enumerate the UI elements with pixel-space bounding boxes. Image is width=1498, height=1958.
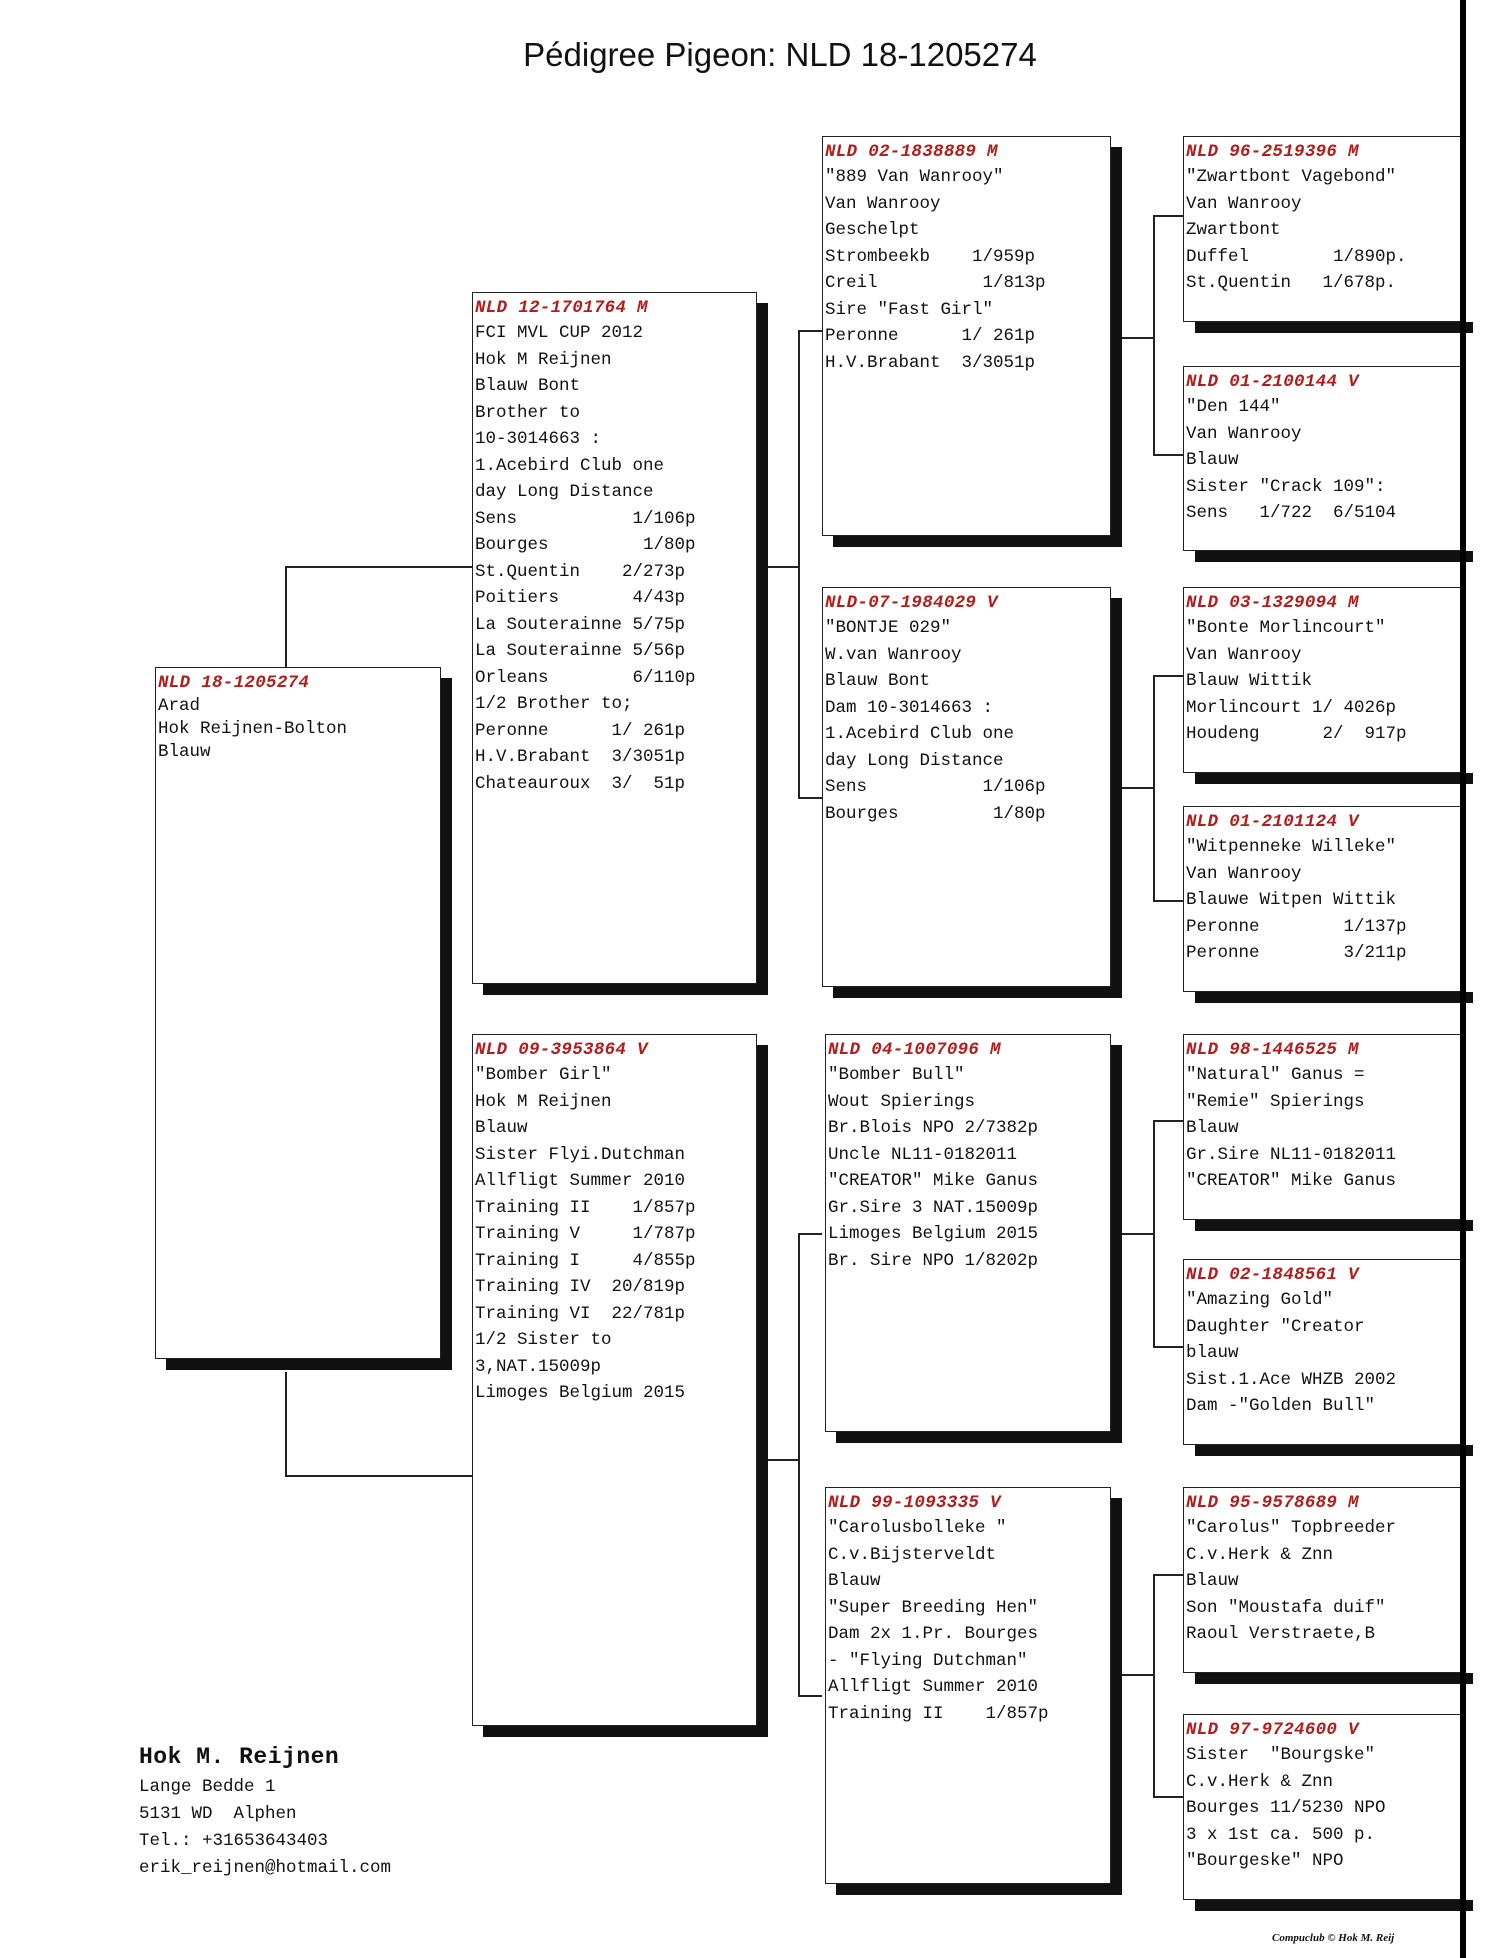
great-grandparent-line: Van Wanrooy	[1186, 423, 1302, 444]
grandparent-line: "Super Breeding Hen"	[828, 1597, 1039, 1618]
connector-subject-to-dam	[285, 1372, 287, 1476]
sire-line: Poitiers 4/43p	[475, 588, 686, 608]
connector-subject-to-sire-h	[285, 566, 472, 568]
great-grandparent-line: "Bonte Morlincourt"	[1186, 618, 1386, 638]
great-grandparent-line: Peronne 1/137p	[1186, 916, 1407, 937]
great-grandparent-ring-number: NLD 98-1446525 M	[1186, 1040, 1359, 1060]
connector-sire-out	[757, 566, 799, 568]
great-grandparent-line: Blauw	[1186, 450, 1239, 470]
connector-gp1-v	[1153, 215, 1155, 455]
subject-line: Arad	[158, 696, 201, 716]
dam-line: Training V 1/787p	[475, 1224, 696, 1244]
great-grandparent-card	[1183, 587, 1463, 773]
sire-line: La Souterainne 5/75p	[475, 614, 686, 635]
grandparent-line: Sire "Fast Girl"	[825, 299, 994, 320]
connector-gp4-v	[1153, 1574, 1155, 1797]
dam-line: Limoges Belgium 2015	[475, 1383, 686, 1403]
great-grandparent-line: C.v.Herk & Znn	[1186, 1544, 1334, 1565]
grandparent-line: Blauw	[828, 1571, 881, 1591]
page-title: Pédigree Pigeon: NLD 18-1205274	[523, 36, 1037, 73]
subject-line: Blauw	[158, 742, 211, 762]
breeder-info	[139, 1740, 391, 1882]
dam-line: 3,NAT.15009p	[475, 1356, 602, 1377]
connector-subject-to-dam-h	[285, 1475, 472, 1477]
grandparent-line: Strombeekb 1/959p	[825, 246, 1036, 267]
dam-line: Training II 1/857p	[475, 1197, 696, 1218]
great-grandparent-line: Son "Moustafa duif"	[1186, 1597, 1386, 1618]
great-grandparent-line: Blauw	[1186, 1571, 1239, 1591]
great-grandparent-line: Sister "Bourgske"	[1186, 1745, 1376, 1765]
great-grandparent-line: "Natural" Ganus =	[1186, 1065, 1365, 1085]
great-grandparent-card	[1183, 366, 1463, 551]
sire-line: Sens 1/106p	[475, 508, 696, 529]
grandparent-line: Creil 1/813p	[825, 273, 1046, 293]
great-grandparent-card	[1183, 1034, 1463, 1220]
breeder-phone: Tel.: +31653643403	[139, 1831, 329, 1851]
great-grandparent-line: "Remie" Spierings	[1186, 1091, 1365, 1112]
grandparent-line: Sens 1/106p	[825, 777, 1046, 797]
sire-line: 10-3014663 :	[475, 429, 602, 449]
great-grandparent-line: Van Wanrooy	[1186, 644, 1302, 665]
great-grandparent-ring-number: NLD 95-9578689 M	[1186, 1493, 1359, 1513]
grandparent-line: W.van Wanrooy	[825, 644, 962, 665]
grandparent-line: - "Flying Dutchman"	[828, 1650, 1028, 1671]
grandparent-line: Wout Spierings	[828, 1091, 976, 1112]
great-grandparent-line: 3 x 1st ca. 500 p.	[1186, 1824, 1376, 1845]
dam-line: Training I 4/855p	[475, 1250, 696, 1271]
sire-line: Bourges 1/80p	[475, 535, 696, 555]
grandparent-card	[822, 136, 1111, 536]
great-grandparent-ring-number: NLD 97-9724600 V	[1186, 1720, 1359, 1740]
grandparent-line: Br.Blois NPO 2/7382p	[828, 1118, 1039, 1138]
connector-subject-to-sire	[285, 566, 287, 672]
grandparent-ring-number: NLD-07-1984029 V	[825, 593, 998, 613]
great-grandparent-line: Blauwe Witpen Wittik	[1186, 890, 1397, 910]
great-grandparent-line: Sister "Crack 109":	[1186, 476, 1386, 497]
connector-gp2-bottom	[1153, 900, 1183, 902]
grandparent-line: H.V.Brabant 3/3051p	[825, 352, 1036, 373]
grandparent-line: C.v.Bijsterveldt	[828, 1544, 997, 1565]
great-grandparent-line: St.Quentin 1/678p.	[1186, 273, 1397, 293]
dam-card	[472, 1034, 757, 1726]
sire-line: Brother to	[475, 402, 581, 423]
grandparent-line: Allfligt Summer 2010	[828, 1677, 1039, 1697]
connector-dam-bottom	[798, 1695, 822, 1697]
great-grandparent-line: Dam -"Golden Bull"	[1186, 1396, 1376, 1416]
great-grandparent-line: "Bourgeske" NPO	[1186, 1851, 1344, 1871]
dam-ring-number: NLD 09-3953864 V	[475, 1040, 648, 1060]
great-grandparent-line: Van Wanrooy	[1186, 193, 1302, 214]
great-grandparent-line: Zwartbont	[1186, 220, 1281, 240]
great-grandparent-line: "Zwartbont Vagebond"	[1186, 167, 1397, 187]
sire-line: Blauw Bont	[475, 376, 581, 396]
subject-line: Hok Reijnen-Bolton	[158, 719, 348, 739]
connector-gp3-top	[1153, 1120, 1183, 1122]
breeder-name: Hok M. Reijnen	[139, 1744, 340, 1770]
scan-margin-right	[1463, 0, 1498, 1958]
connector-gp2-out	[1111, 787, 1154, 789]
connector-gp4-top	[1153, 1574, 1183, 1576]
breeder-email[interactable]: erik_reijnen@hotmail.com	[139, 1858, 392, 1878]
great-grandparent-line: "CREATOR" Mike Ganus	[1186, 1171, 1397, 1191]
scan-margin-left	[0, 0, 108, 1958]
great-grandparent-line: Gr.Sire NL11-0182011	[1186, 1144, 1397, 1165]
grandparent-line: 1.Acebird Club one	[825, 724, 1015, 744]
great-grandparent-line: Peronne 3/211p	[1186, 943, 1407, 963]
grandparent-line: Peronne 1/ 261p	[825, 326, 1036, 346]
connector-sire-v	[798, 330, 800, 798]
connector-dam-top	[798, 1233, 822, 1235]
connector-dam-out	[757, 1459, 799, 1461]
great-grandparent-line: Sens 1/722 6/5104	[1186, 503, 1397, 523]
great-grandparent-line: Van Wanrooy	[1186, 863, 1302, 884]
great-grandparent-line: Raoul Verstraete,B	[1186, 1624, 1376, 1644]
great-grandparent-line: C.v.Herk & Znn	[1186, 1771, 1334, 1792]
sire-line: 1/2 Brother to;	[475, 694, 633, 714]
great-grandparent-line: "Den 144"	[1186, 397, 1281, 417]
sire-line: FCI MVL CUP 2012	[475, 323, 644, 343]
grandparent-ring-number: NLD 02-1838889 M	[825, 142, 998, 162]
great-grandparent-line: Blauw	[1186, 1118, 1239, 1138]
great-grandparent-card	[1183, 1714, 1463, 1900]
grandparent-line: Training II 1/857p	[828, 1703, 1049, 1724]
grandparent-ring-number: NLD 99-1093335 V	[828, 1493, 1001, 1513]
great-grandparent-ring-number: NLD 01-2101124 V	[1186, 812, 1359, 832]
dam-line: Sister Flyi.Dutchman	[475, 1144, 686, 1165]
grandparent-line: Geschelpt	[825, 220, 920, 240]
great-grandparent-line: Houdeng 2/ 917p	[1186, 724, 1407, 744]
subject-card	[155, 667, 441, 1359]
connector-gp1-top	[1153, 215, 1183, 217]
great-grandparent-card	[1183, 1487, 1463, 1673]
grandparent-line: Blauw Bont	[825, 671, 931, 691]
great-grandparent-ring-number: NLD 02-1848561 V	[1186, 1265, 1359, 1285]
great-grandparent-line: Morlincourt 1/ 4026p	[1186, 697, 1397, 718]
dam-line: Training VI 22/781p	[475, 1303, 686, 1324]
copyright-note: Compuclub © Hok M. Reij	[1272, 1932, 1395, 1944]
grandparent-line: Limoges Belgium 2015	[828, 1224, 1039, 1244]
connector-gp4-out	[1111, 1674, 1154, 1676]
grandparent-line: "BONTJE 029"	[825, 618, 952, 638]
grandparent-line: "Carolusbolleke "	[828, 1518, 1007, 1538]
dam-line: 1/2 Sister to	[475, 1330, 612, 1350]
sire-line: Peronne 1/ 261p	[475, 720, 686, 741]
connector-gp1-out	[1111, 337, 1154, 339]
sire-line: Hok M Reijnen	[475, 349, 612, 370]
grandparent-line: Uncle NL11-0182011	[828, 1144, 1018, 1165]
subject-ring-number: NLD 18-1205274	[158, 673, 310, 693]
grandparent-card	[825, 1034, 1111, 1432]
sire-line: St.Quentin 2/273p	[475, 561, 686, 582]
grandparent-line: Bourges 1/80p	[825, 803, 1046, 824]
connector-dam-v	[798, 1233, 800, 1696]
connector-gp1-bottom	[1153, 454, 1183, 456]
sire-ring-number: NLD 12-1701764 M	[475, 298, 648, 318]
connector-gp2-v	[1153, 675, 1155, 901]
breeder-address: Lange Bedde 1	[139, 1777, 276, 1797]
sire-line: Chateauroux 3/ 51p	[475, 773, 686, 794]
grandparent-line: Gr.Sire 3 NAT.15009p	[828, 1197, 1039, 1218]
paper-edge	[1460, 0, 1466, 1958]
great-grandparent-line: Sist.1.Ace WHZB 2002	[1186, 1369, 1397, 1390]
grandparent-line: Dam 2x 1.Pr. Bourges	[828, 1624, 1039, 1644]
great-grandparent-line: Daughter "Creator	[1186, 1316, 1365, 1337]
dam-line: Blauw	[475, 1118, 528, 1138]
connector-sire-bottom	[798, 797, 822, 799]
breeder-city: 5131 WD Alphen	[139, 1804, 297, 1824]
grandparent-line: "Bomber Bull"	[828, 1065, 965, 1085]
grandparent-line: "889 Van Wanrooy"	[825, 167, 1004, 187]
grandparent-line: Dam 10-3014663 :	[825, 697, 994, 718]
grandparent-card	[822, 587, 1111, 987]
sire-line: La Souterainne 5/56p	[475, 641, 686, 661]
grandparent-ring-number: NLD 04-1007096 M	[828, 1040, 1001, 1060]
grandparent-line: "CREATOR" Mike Ganus	[828, 1171, 1039, 1191]
sire-line: 1.Acebird Club one	[475, 455, 665, 476]
great-grandparent-line: Bourges 11/5230 NPO	[1186, 1798, 1386, 1818]
dam-line: Allfligt Summer 2010	[475, 1171, 686, 1191]
connector-gp3-bottom	[1153, 1346, 1183, 1348]
great-grandparent-line: "Amazing Gold"	[1186, 1290, 1334, 1310]
grandparent-line: Van Wanrooy	[825, 193, 941, 214]
connector-gp3-v	[1153, 1120, 1155, 1347]
sire-card	[472, 292, 757, 984]
connector-gp3-out	[1111, 1233, 1154, 1235]
dam-line: Hok M Reijnen	[475, 1091, 612, 1112]
dam-line: "Bomber Girl"	[475, 1065, 612, 1085]
great-grandparent-line: "Witpenneke Willeke"	[1186, 837, 1397, 857]
great-grandparent-line: Duffel 1/890p.	[1186, 246, 1407, 267]
sire-line: day Long Distance	[475, 482, 654, 502]
great-grandparent-ring-number: NLD 01-2100144 V	[1186, 372, 1359, 392]
connector-gp2-top	[1153, 675, 1183, 677]
great-grandparent-ring-number: NLD 03-1329094 M	[1186, 593, 1359, 613]
grandparent-line: day Long Distance	[825, 750, 1004, 771]
sire-line: Orleans 6/110p	[475, 667, 696, 688]
great-grandparent-line: Blauw Wittik	[1186, 671, 1313, 691]
grandparent-card	[825, 1487, 1111, 1884]
connector-sire-top	[798, 330, 822, 332]
sire-line: H.V.Brabant 3/3051p	[475, 747, 686, 767]
great-grandparent-line: "Carolus" Topbreeder	[1186, 1518, 1397, 1538]
connector-gp4-bottom	[1153, 1796, 1183, 1798]
great-grandparent-card	[1183, 136, 1463, 322]
dam-line: Training IV 20/819p	[475, 1277, 686, 1297]
great-grandparent-card	[1183, 806, 1463, 992]
great-grandparent-ring-number: NLD 96-2519396 M	[1186, 142, 1359, 162]
great-grandparent-line: blauw	[1186, 1343, 1239, 1363]
great-grandparent-card	[1183, 1259, 1463, 1445]
grandparent-line: Br. Sire NPO 1/8202p	[828, 1250, 1039, 1271]
